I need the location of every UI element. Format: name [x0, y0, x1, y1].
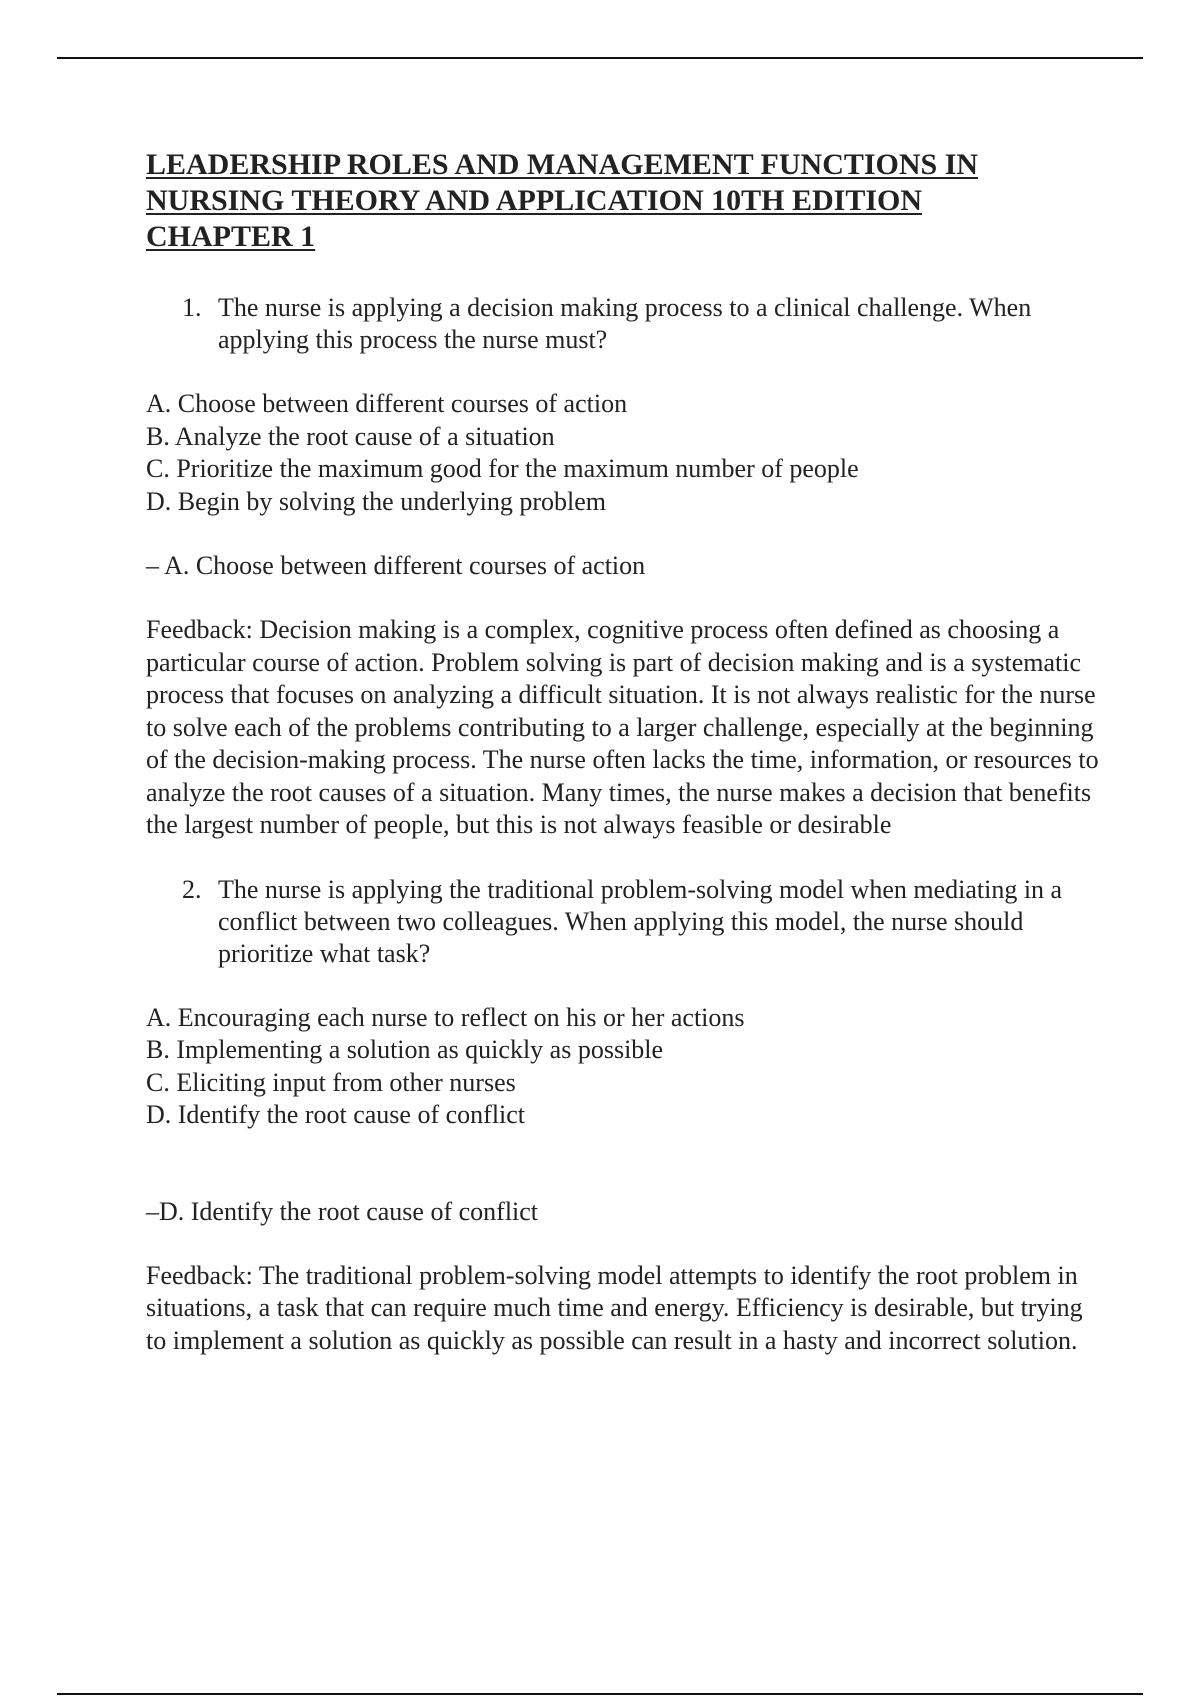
question-1-option-b: B. Analyze the root cause of a situation [146, 421, 555, 451]
top-divider [57, 57, 1143, 59]
question-1 [182, 292, 1106, 356]
question-2-options [146, 1002, 1106, 1132]
question-2-number: 2. [182, 874, 202, 904]
question-1-option-a: A. Choose between different courses of action [146, 389, 628, 418]
question-1-feedback: Feedback: Decision making is a complex, cognitive process often defined as choosing a particular course of action. Problem solving is part of decision making and is a systematic process that focuses on analyzing a difficult situation. It is not always realistic for the nurse to solve each of the problems contributing to a larger challenge, especially at the beginning of the decision-making process. The nurse often lacks the time, information, or resources to analyze the root causes of a situation. Many times, the nurse makes a decision that benefits the largest number of people, but this is not always feasible or desirable [146, 615, 1099, 839]
title-line-3: CHAPTER 1 [146, 220, 316, 253]
document-body [146, 147, 1106, 1389]
title-line-2: NURSING THEORY AND APPLICATION 10TH EDITION [146, 184, 923, 217]
question-2-option-c: C. Eliciting input from other nurses [146, 1067, 516, 1097]
question-1-option-d: D. Begin by solving the underlying problem [146, 486, 607, 516]
question-2-feedback: Feedback: The traditional problem-solving model attempts to identify the root problem in situations, a task that can require much time and energy. Efficiency is desirable, but trying to implement a solution as quickly as possible can result in a hasty and incorrect solution. [146, 1260, 1083, 1355]
question-2 [182, 874, 1106, 970]
bottom-divider [57, 1693, 1143, 1695]
question-2-text: The nurse is applying the traditional problem-solving model when mediating in a conflict between two colleagues. When applying this model, the nurse should prioritize what task? [218, 874, 1063, 968]
question-1-text: The nurse is applying a decision making process to a clinical challenge. When applying this process the nurse must? [218, 293, 1032, 354]
document-title [146, 147, 1106, 255]
question-1-answer: – A. Choose between different courses of action [146, 551, 646, 580]
question-2-option-d: D. Identify the root cause of conflict [146, 1100, 526, 1129]
question-2-option-a: A. Encouraging each nurse to reflect on his or her actions [146, 1002, 745, 1032]
question-1-options [146, 388, 1106, 518]
question-1-number: 1. [182, 293, 202, 322]
question-2-option-b: B. Implementing a solution as quickly as possible [146, 1035, 664, 1064]
title-line-1: LEADERSHIP ROLES AND MANAGEMENT FUNCTIONS IN [146, 148, 979, 181]
question-1-option-c: C. Prioritize the maximum good for the maximum number of people [146, 454, 859, 483]
question-2-answer: –D. Identify the root cause of conflict [146, 1196, 539, 1226]
